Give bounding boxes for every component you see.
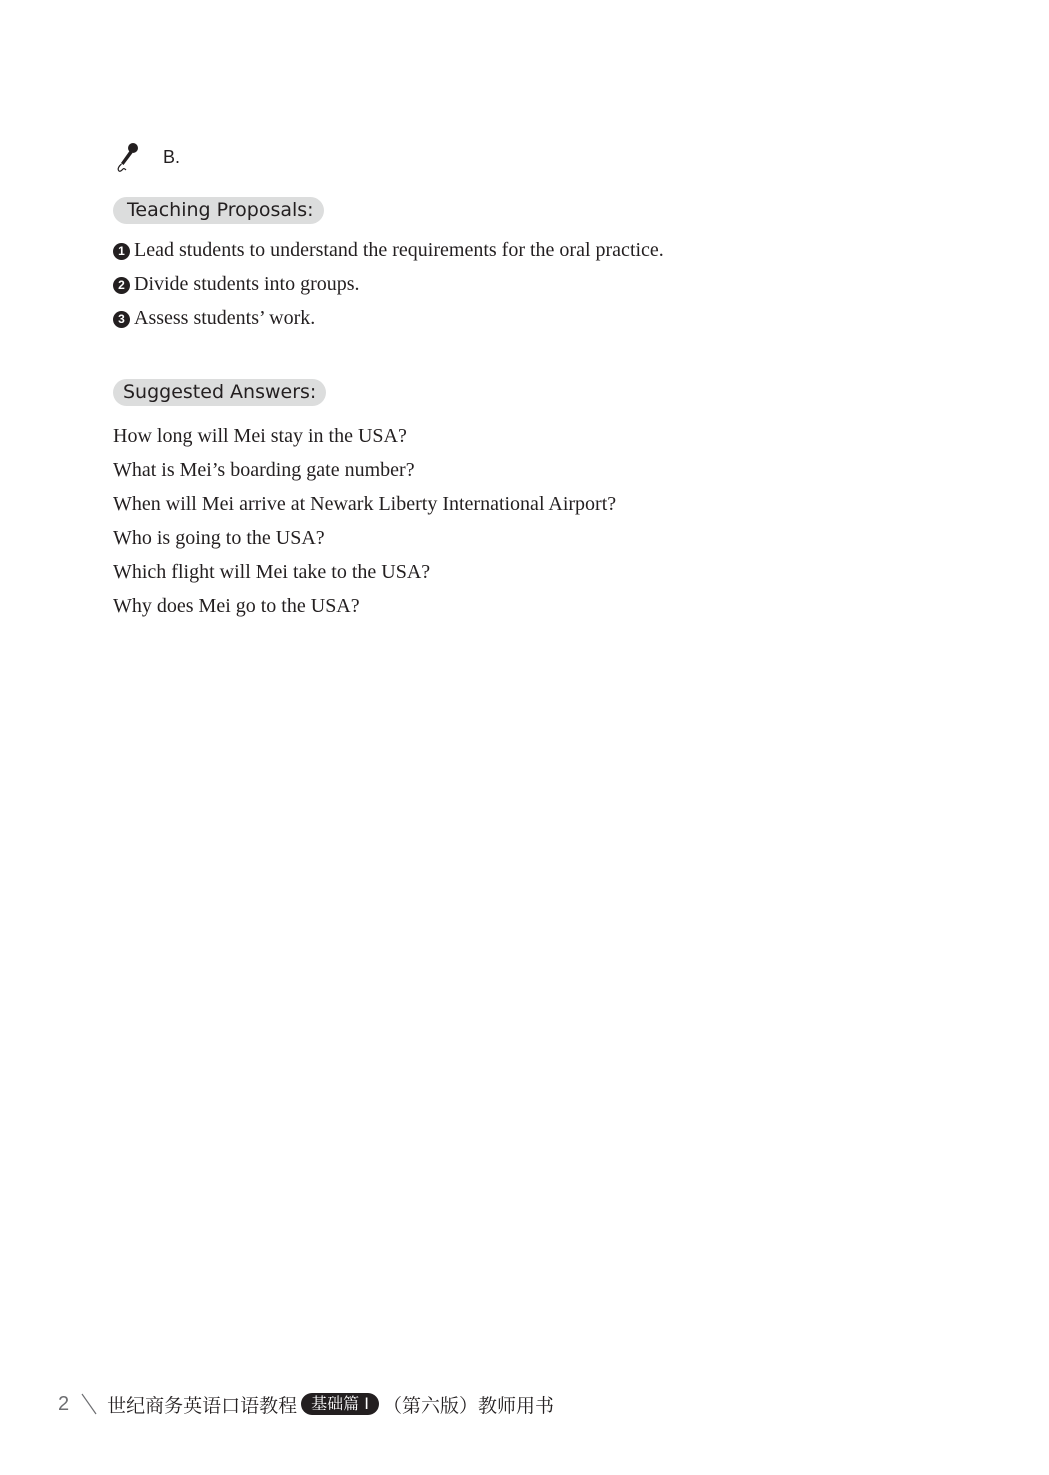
suggested-answers-list [113,419,616,623]
exercise-label: B. [163,146,181,167]
page-footer [58,1388,554,1420]
list-item: Which flight will Mei take to the USA? [113,561,431,583]
book-edition: （第六版）教师用书 [382,1394,554,1417]
number-marker: 3 [113,311,130,328]
list-item: How long will Mei stay in the USA? [113,425,407,447]
level-badge: 基础篇 I [301,1393,379,1415]
teaching-proposals-heading: Teaching Proposals: [113,197,324,224]
suggested-answers-heading: Suggested Answers: [113,379,326,406]
list-item: When will Mei arrive at Newark Liberty International Airport? [113,493,617,515]
list-item [113,233,664,267]
divider-slash-icon [79,1391,99,1417]
list-item: Why does Mei go to the USA? [113,595,360,617]
number-marker: 1 [113,243,130,260]
page-number: 2 [58,1392,70,1415]
microphone-icon [113,141,143,173]
number-marker: 2 [113,277,130,294]
proposal-text: Divide students into groups. [134,273,360,295]
list-item: Who is going to the USA? [113,527,325,549]
book-title: 世纪商务英语口语教程 [107,1394,298,1417]
teaching-proposals-list [113,233,664,335]
list-item [113,267,664,301]
proposal-text: Lead students to understand the requirements for the oral practice. [134,239,664,261]
exercise-header [113,140,180,174]
list-item: What is Mei’s boarding gate number? [113,459,415,481]
proposal-text: Assess students’ work. [134,307,316,329]
list-item [113,301,664,335]
